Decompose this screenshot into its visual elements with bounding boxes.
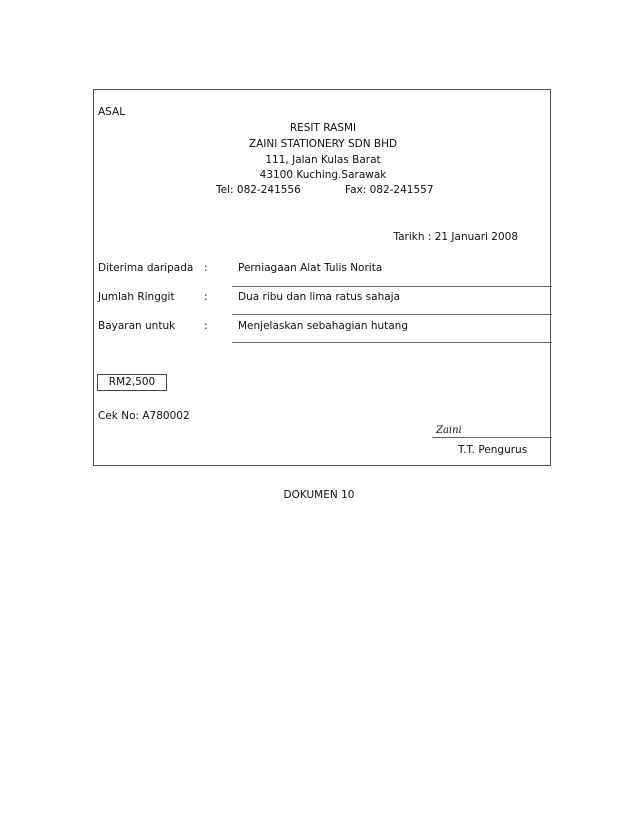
field-value-payment-for: Menjelaskan sebahagian hutang [238,320,409,332]
receipt-title: RESIT RASMI [289,122,357,134]
field-underline [232,342,552,343]
signature-line [432,437,552,438]
fax: Fax: 082-241557 [345,184,434,196]
official-receipt [93,89,551,466]
field-underline [232,286,552,287]
telephone: Tel: 082-241556 [216,184,301,196]
field-underline [232,314,552,315]
field-separator: : [204,262,208,274]
address-line-1: 111, Jalan Kulas Barat [265,154,381,166]
field-label-amount-words: Jumlah Ringgit [98,291,175,303]
amount-box: RM2,500 [97,374,167,391]
field-label-received-from: Diterima daripada [98,262,194,274]
document-label: DOKUMEN 10 [283,489,355,501]
field-separator: : [204,291,208,303]
field-value-amount-words: Dua ribu dan lima ratus sahaja [238,291,401,303]
field-label-payment-for: Bayaran untuk [98,320,176,332]
field-value-received-from: Perniagaan Alat Tulis Norita [238,262,383,274]
signatory-title: T.T. Pengurus [458,444,528,456]
field-separator: : [204,320,208,332]
signature: Zaini [436,425,462,436]
address-line-2: 43100 Kuching.Sarawak [259,169,387,181]
copy-label: ASAL [98,106,126,118]
cheque-number: Cek No: A780002 [98,410,190,422]
company-name: ZAINI STATIONERY SDN BHD [248,138,398,150]
receipt-date: Tarikh : 21 Januari 2008 [393,231,518,243]
